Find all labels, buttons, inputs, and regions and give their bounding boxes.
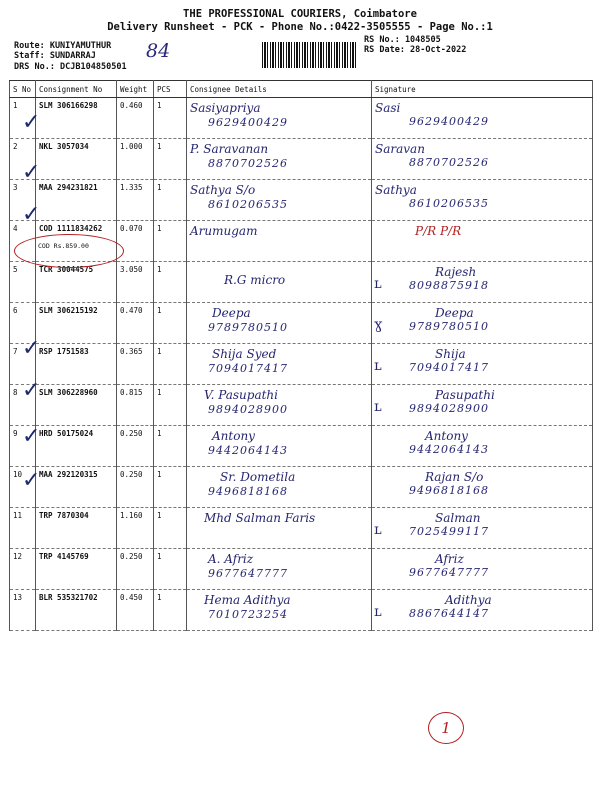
signature-name: Rajesh [435, 265, 477, 279]
rs-number: RS No.: 1048505 [364, 35, 441, 45]
signature-phone: 8867644147 [409, 607, 489, 620]
row-consignment: MAA 292120315 [36, 467, 117, 508]
row-pcs: 1 [154, 426, 187, 467]
consignee-phone: 9442064143 [208, 444, 288, 457]
row-sno: 13 [10, 590, 36, 631]
route-label: Route: KUNIYAMUTHUR [14, 41, 112, 51]
signature-name: Sathya [375, 183, 417, 197]
consignee-phone: 7010723254 [208, 608, 288, 621]
staff-label: Staff: SUNDARRAJ [14, 51, 96, 61]
row-signature [372, 180, 593, 221]
header-signature: Signature [372, 81, 593, 98]
checkmark-icon: ✓ [22, 336, 41, 361]
consignee-name: A. Afriz [208, 552, 254, 566]
row-consignment: MAA 294231821 [36, 180, 117, 221]
table-row [10, 549, 593, 590]
row-weight: 0.815 [117, 385, 154, 426]
row-weight: 0.250 [117, 549, 154, 590]
consignee-name: Antony [212, 429, 255, 443]
barcode [262, 42, 358, 68]
row-weight: 0.250 [117, 467, 154, 508]
row-pcs: 1 [154, 385, 187, 426]
row-weight: 0.250 [117, 426, 154, 467]
row-consignee [187, 508, 372, 549]
consignee-name: Arumugam [190, 224, 258, 238]
signature-mark: ɣ [374, 317, 383, 333]
row-consignment: HRD 50175024 [36, 426, 117, 467]
consignee-phone: 9894028900 [208, 403, 288, 416]
signature-phone: 9789780510 [409, 320, 489, 333]
row-weight: 0.460 [117, 98, 154, 139]
signature-name: Sasi [375, 101, 401, 115]
table-row [10, 139, 593, 180]
consignee-phone: 9677647777 [208, 567, 288, 580]
row-weight: 1.160 [117, 508, 154, 549]
row-sno: 5 [10, 262, 36, 303]
handwritten-count-mark: 84 [146, 40, 171, 62]
row-signature [372, 262, 593, 303]
row-weight: 1.335 [117, 180, 154, 221]
checkmark-icon: ✓ [22, 424, 41, 449]
table-row [10, 262, 593, 303]
table-row [10, 508, 593, 549]
row-sno: 1 [10, 98, 36, 139]
row-consignee [187, 549, 372, 590]
cod-highlight-circle [14, 234, 124, 268]
row-consignment: RSP 1751583 [36, 344, 117, 385]
row-weight: 0.365 [117, 344, 154, 385]
signature-name: Pasupathi [435, 388, 495, 402]
header-weight: Weight [117, 81, 154, 98]
row-consignee [187, 221, 372, 262]
row-sno: 10 [10, 467, 36, 508]
row-weight: 1.000 [117, 139, 154, 180]
row-signature [372, 98, 593, 139]
company-title: THE PROFESSIONAL COURIERS, Coimbatore [183, 8, 417, 20]
header-consignee: Consignee Details [187, 81, 372, 98]
row-sno: 12 [10, 549, 36, 590]
signature-name: Antony [425, 429, 468, 443]
table-row [10, 180, 593, 221]
row-consignment: SLM 306228960 [36, 385, 117, 426]
row-consignee [187, 303, 372, 344]
row-signature [372, 221, 593, 262]
row-signature [372, 344, 593, 385]
consignee-name: Sathya S/o [190, 183, 256, 197]
row-weight: 3.050 [117, 262, 154, 303]
signature-mark: ʟ [374, 522, 382, 538]
consignee-name: Sasiyapriya [190, 101, 261, 115]
checkmark-icon: ✓ [22, 160, 41, 185]
signature-mark: ʟ [374, 358, 382, 374]
row-consignment: TRP 7870304 [36, 508, 117, 549]
signature-phone: 9629400429 [409, 115, 489, 128]
signature-mark: ʟ [374, 604, 382, 620]
row-signature [372, 303, 593, 344]
consignee-phone: 8610206535 [208, 198, 288, 211]
row-consignee [187, 385, 372, 426]
row-consignment: TCR 30044575 [36, 262, 117, 303]
row-signature [372, 508, 593, 549]
row-sno: 9 [10, 426, 36, 467]
checkmark-icon: ✓ [22, 202, 41, 227]
consignee-name: V. Pasupathi [204, 388, 278, 402]
row-signature [372, 549, 593, 590]
checkmark-icon: ✓ [22, 468, 41, 493]
consignee-phone: 8870702526 [208, 157, 288, 170]
row-consignee [187, 590, 372, 631]
page-number-circle: 1 [428, 712, 464, 744]
runsheet-table [9, 80, 593, 631]
row-consignment: BLR 535321702 [36, 590, 117, 631]
signature-phone: 7025499117 [409, 525, 489, 538]
header-consignment: Consignment No [36, 81, 117, 98]
signature-name: P/R P/R [415, 224, 462, 238]
table-header-row [10, 81, 593, 98]
row-pcs: 1 [154, 467, 187, 508]
cod-amount: COD Rs.859.00 [38, 242, 89, 250]
row-pcs: 1 [154, 303, 187, 344]
table-row [10, 98, 593, 139]
signature-name: Shija [435, 347, 466, 361]
consignee-phone: 9496818168 [208, 485, 288, 498]
row-consignee [187, 180, 372, 221]
row-sno: 2 [10, 139, 36, 180]
row-pcs: 1 [154, 344, 187, 385]
consignee-phone: 9789780510 [208, 321, 288, 334]
signature-name: Rajan S/o [425, 470, 484, 484]
signature-name: Saravan [375, 142, 425, 156]
row-pcs: 1 [154, 98, 187, 139]
row-consignment: SLM 306166298 [36, 98, 117, 139]
header-sno: S No [10, 81, 36, 98]
signature-phone: 9894028900 [409, 402, 489, 415]
table-row [10, 344, 593, 385]
signature-phone: 9496818168 [409, 484, 489, 497]
table-row [10, 426, 593, 467]
signature-phone: 8870702526 [409, 156, 489, 169]
row-signature [372, 139, 593, 180]
row-pcs: 1 [154, 262, 187, 303]
checkmark-icon: ✓ [22, 110, 41, 135]
row-consignee [187, 344, 372, 385]
consignment-code: COD 1111834262 [39, 224, 103, 233]
consignee-phone: 9629400429 [208, 116, 288, 129]
row-sno: 3 [10, 180, 36, 221]
row-consignment: SLM 306215192 [36, 303, 117, 344]
row-sno: 7 [10, 344, 36, 385]
consignee-name: R.G micro [224, 273, 286, 287]
row-pcs: 1 [154, 549, 187, 590]
signature-name: Deepa [435, 306, 474, 320]
row-consignee [187, 262, 372, 303]
table-row [10, 385, 593, 426]
row-pcs: 1 [154, 139, 187, 180]
row-sno: 8 [10, 385, 36, 426]
signature-mark: ʟ [374, 276, 382, 292]
signature-mark: ʟ [374, 399, 382, 415]
consignee-name: Mhd Salman Faris [204, 511, 316, 525]
signature-name: Salman [435, 511, 481, 525]
row-weight: 0.070 [117, 221, 154, 262]
consignee-name: Deepa [212, 306, 251, 320]
signature-phone: 7094017417 [409, 361, 489, 374]
row-signature [372, 467, 593, 508]
consignee-name: Hema Adithya [204, 593, 291, 607]
row-consignee [187, 139, 372, 180]
header-pcs: PCS [154, 81, 187, 98]
signature-phone: 9677647777 [409, 566, 489, 579]
row-signature [372, 426, 593, 467]
signature-phone: 8098875918 [409, 279, 489, 292]
row-pcs: 1 [154, 590, 187, 631]
consignee-phone: 7094017417 [208, 362, 288, 375]
row-pcs: 1 [154, 180, 187, 221]
table-row [10, 590, 593, 631]
runsheet-subtitle: Delivery Runsheet - PCK - Phone No.:0422-3505555 - Page No.:1 [107, 21, 493, 33]
table-row [10, 467, 593, 508]
drs-number: DRS No.: DCJB104850501 [14, 62, 127, 72]
row-signature [372, 590, 593, 631]
signature-name: Afriz [435, 552, 464, 566]
consignee-name: Sr. Dometila [220, 470, 296, 484]
row-pcs: 1 [154, 508, 187, 549]
row-weight: 0.470 [117, 303, 154, 344]
row-consignee [187, 98, 372, 139]
consignee-name: P. Saravanan [190, 142, 269, 156]
row-consignment: NKL 3057034 [36, 139, 117, 180]
rs-date: RS Date: 28-Oct-2022 [364, 45, 467, 55]
table-row [10, 303, 593, 344]
row-pcs: 1 [154, 221, 187, 262]
signature-phone: 8610206535 [409, 197, 489, 210]
row-sno: 4 [10, 221, 36, 262]
row-consignee [187, 467, 372, 508]
row-signature [372, 385, 593, 426]
consignee-name: Shija Syed [212, 347, 277, 361]
signature-name: Adithya [445, 593, 492, 607]
row-sno: 11 [10, 508, 36, 549]
row-consignee [187, 426, 372, 467]
row-weight: 0.450 [117, 590, 154, 631]
row-consignment: TRP 4145769 [36, 549, 117, 590]
signature-phone: 9442064143 [409, 443, 489, 456]
checkmark-icon: ✓ [22, 378, 41, 403]
row-sno: 6 [10, 303, 36, 344]
